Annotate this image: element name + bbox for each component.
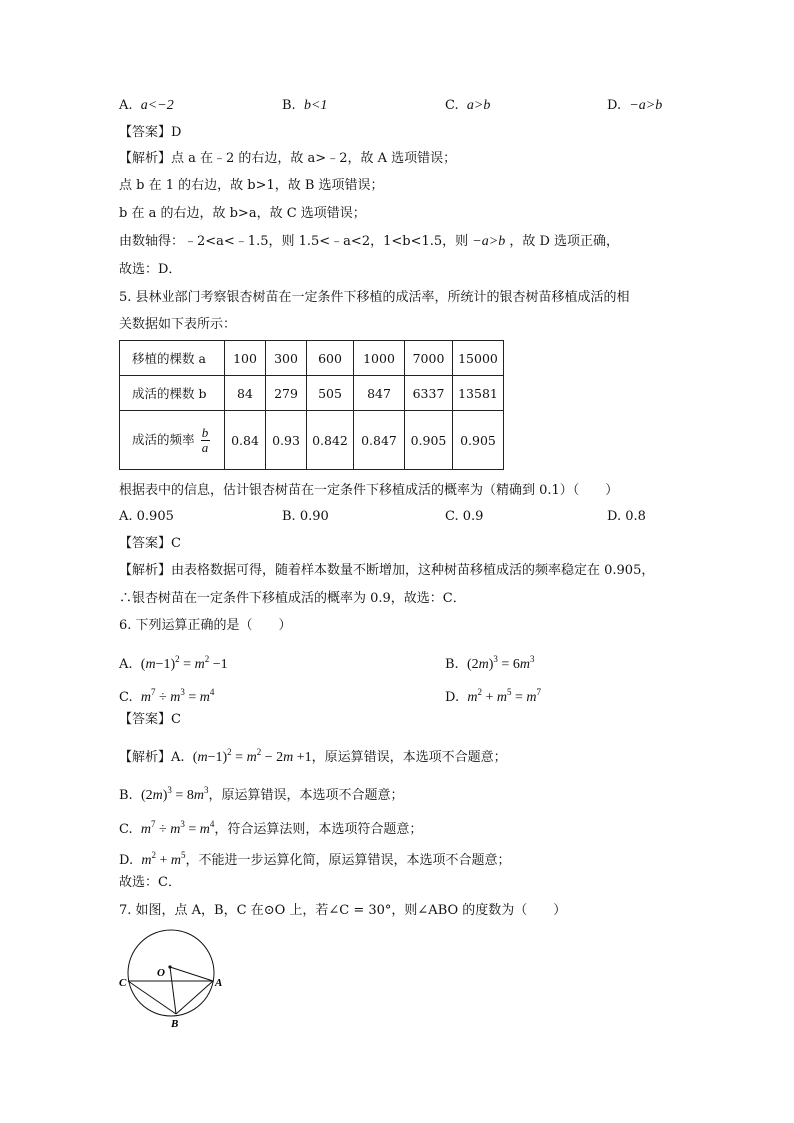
label-o: O — [157, 967, 165, 979]
q6-option-b-letter: B. — [445, 657, 459, 672]
q5-option-d: D. 0.8 — [607, 509, 646, 524]
segment-oa — [170, 967, 213, 981]
q5-analysis-1: 【解析】由表格数据可得，随着样本数量不断增加，这种树苗移植成活的频率稳定在 0.905， — [119, 563, 655, 578]
q6-option-d-expr: $m^2 + m^5 = m^7$ — [467, 687, 542, 705]
q4-option-c-letter: C. — [445, 98, 459, 113]
q4-analysis-4-expr: −a>b — [472, 234, 506, 249]
table-cell: 6337 — [405, 376, 453, 411]
q6-analysis-d-tail: ，不能进一步运算化简，原运算错误，本选项不合题意； — [185, 853, 511, 868]
q4-answer: 【答案】D — [119, 125, 182, 140]
q4-option-d-letter: D. — [607, 98, 622, 113]
q6-option-d-letter: D. — [445, 690, 460, 705]
q6-option-c-expr: $m^7 \div m^3 = m^4$ — [140, 687, 215, 705]
q6-conclusion: 故选：C． — [119, 875, 181, 890]
q5-question: 根据表中的信息，估计银杏树苗在一定条件下移植成活的概率为（精确到 0.1）（ ） — [119, 483, 619, 498]
table-cell-label: 成活的棵数 b — [120, 376, 225, 411]
q6-analysis-c — [119, 815, 422, 839]
table-cell-label: 移植的棵数 a — [120, 341, 225, 376]
q4-analysis-4-text: 由数轴得：﹣2<a<﹣1.5，则 1.5<﹣a<2，1<b<1.5，则 — [119, 234, 469, 249]
table-row — [120, 376, 504, 411]
q4-option-b — [282, 97, 327, 115]
q6-analysis-d-letter: D. — [119, 853, 134, 868]
q6-option-a-expr: $(m-1)^2 = m^2 -1$ — [140, 654, 228, 672]
q4-option-d — [607, 97, 662, 115]
q4-analysis-1: 【解析】点 a 在﹣2 的右边，故 a>﹣2，故 A 选项错误； — [119, 151, 457, 166]
q6-answer: 【答案】C — [119, 712, 181, 727]
table-cell: 0.905 — [405, 411, 453, 470]
label-a: A — [215, 977, 223, 989]
q6-analysis-b — [119, 781, 403, 805]
segment-ob — [170, 967, 176, 1014]
table-cell: 0.93 — [266, 411, 307, 470]
q6-option-a — [119, 650, 228, 674]
q4-option-b-letter: B. — [282, 98, 296, 113]
table-cell: 1000 — [354, 341, 405, 376]
q6-option-c — [119, 683, 214, 707]
table-cell: 0.842 — [307, 411, 354, 470]
table-cell: 0.84 — [225, 411, 266, 470]
table-cell: 847 — [354, 376, 405, 411]
q6-option-a-letter: A. — [119, 657, 133, 672]
q6-analysis-c-letter: C. — [119, 822, 133, 837]
table-cell: 13581 — [453, 376, 504, 411]
q4-analysis-2: 点 b 在 1 的右边，故 b>1，故 B 选项错误； — [119, 178, 384, 193]
table-cell: 84 — [225, 376, 266, 411]
label-b: B — [171, 1018, 179, 1030]
q6-analysis-c-tail: ，符合运算法则，本选项符合题意； — [214, 822, 423, 837]
table-row — [120, 341, 504, 376]
q4-option-a-letter: A. — [119, 98, 133, 113]
q4-analysis-3: b 在 a 的右边，故 b>a，故 C 选项错误； — [119, 206, 366, 221]
q6-analysis-prefix: 【解析】A. — [119, 750, 185, 765]
q6-analysis-b-expr: $(2m)^3 = 8m^3$ — [140, 785, 209, 803]
table-cell: 100 — [225, 341, 266, 376]
q4-analysis-4 — [119, 233, 619, 251]
q6-analysis-a-tail: ，原运算错误，本选项不合题意； — [311, 750, 507, 765]
q6-analysis-d-expr: $m^2 + m^5$ — [141, 850, 186, 868]
q7-stem: 7. 如图，点 A，B，C 在⊙O 上，若∠C = 30°，则∠ABO 的度数为（ ） — [119, 903, 567, 918]
q6-option-b — [445, 650, 534, 674]
table-cell: 7000 — [405, 341, 453, 376]
q5-stem-1: 5. 县林业部门考察银杏树苗在一定条件下移植的成活率，所统计的银杏树苗移植成活的相 — [119, 290, 630, 305]
table-row — [120, 411, 504, 470]
q6-analysis-c-expr: $m^7 \div m^3 = m^4$ — [140, 819, 215, 837]
q6-analysis-a — [119, 743, 507, 767]
label-c: C — [119, 977, 127, 989]
table-cell: 15000 — [453, 341, 504, 376]
q4-option-b-expr: b<1 — [303, 98, 328, 113]
q4-option-a-expr: a<−2 — [140, 98, 174, 113]
q6-analysis-b-letter: B. — [119, 788, 133, 803]
q6-analysis-b-tail: ，原运算错误，本选项不合题意； — [208, 788, 404, 803]
q6-stem: 6. 下列运算正确的是（ ） — [119, 618, 292, 633]
fraction-denominator: a — [201, 439, 209, 455]
q5-option-c: C. 0.9 — [445, 509, 484, 524]
q6-analysis-d — [119, 846, 511, 870]
frequency-label: 成活的频率 — [132, 431, 195, 447]
q5-option-b: B. 0.90 — [282, 509, 329, 524]
table-cell: 600 — [307, 341, 354, 376]
q5-option-a: A. 0.905 — [119, 509, 174, 524]
q4-conclusion: 故选：D． — [119, 262, 182, 277]
fraction-numerator: b — [201, 424, 209, 440]
q6-option-b-expr: $(2m)^3 = 6m^3$ — [466, 654, 535, 672]
table-cell: 505 — [307, 376, 354, 411]
q6-option-d — [445, 683, 541, 707]
table-cell: 279 — [266, 376, 307, 411]
table-cell: 0.847 — [354, 411, 405, 470]
q6-option-c-letter: C. — [119, 690, 133, 705]
table-cell-label — [120, 411, 225, 470]
q5-stem-2: 关数据如下表所示： — [119, 317, 237, 332]
q5-answer: 【答案】C — [119, 536, 181, 551]
q4-option-d-expr: −a>b — [629, 98, 663, 113]
q5-data-table — [119, 340, 504, 470]
q4-option-c — [445, 97, 490, 115]
fraction-b-over-a — [201, 426, 210, 455]
center-point — [168, 965, 171, 968]
q4-option-c-expr: a>b — [466, 98, 491, 113]
table-cell: 300 — [266, 341, 307, 376]
q7-circle-figure — [112, 920, 232, 1030]
q4-analysis-4-tail: ，故 D 选项正确， — [509, 234, 620, 249]
q4-option-a — [119, 97, 174, 115]
q5-analysis-2: ∴银杏树苗在一定条件下移植成活的概率为 0.9，故选：C． — [119, 591, 466, 606]
table-cell: 0.905 — [453, 411, 504, 470]
q6-analysis-a-expr: $(m-1)^2 = m^2 - 2m +1$ — [192, 747, 312, 765]
